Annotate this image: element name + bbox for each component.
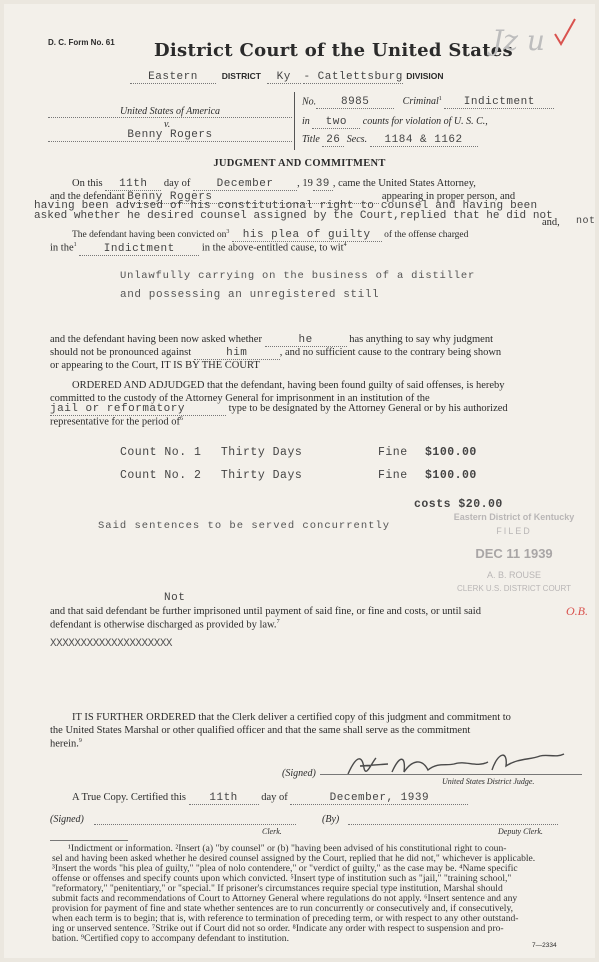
appearing-text: appearing in proper person, and	[381, 191, 516, 202]
fine-value: $100.00	[425, 446, 477, 459]
judgment-day: 11th	[105, 178, 161, 191]
defendant-name-2: Benny Rogers	[127, 191, 379, 204]
offense-charged-text: of the offense charged	[384, 230, 469, 241]
year-prefix: , 19	[297, 178, 313, 189]
discharged-text: defendant is otherwise discharged as provided by law.	[50, 619, 277, 631]
criminal-label: Criminal	[402, 96, 439, 108]
fine-label: Fine	[378, 469, 408, 482]
count-label: Count No. 1	[120, 446, 202, 459]
clerk-label: Clerk.	[262, 827, 282, 836]
convicted-text: The defendant having been convicted on	[72, 230, 227, 241]
indictment-value: Indictment	[79, 243, 199, 256]
true-copy-line	[72, 792, 468, 805]
para3-line3: or appearing to the Court, IT IS BY THE COURT	[50, 360, 260, 371]
defendant-line	[48, 128, 292, 142]
counts-value: two	[312, 116, 360, 129]
typed-counsel-line1: having been advised of his constitutional right to counsel and having been	[34, 200, 538, 212]
sentence-row-1	[120, 446, 302, 459]
para4-line4: representative for the period $of^6$	[50, 416, 184, 428]
count-label: Count No. 2	[120, 469, 202, 482]
term-value: Thirty Days	[220, 446, 303, 459]
corner-annotation: Jz u	[492, 24, 545, 57]
by-label: (By)	[322, 814, 340, 825]
deputy-signature-line	[348, 824, 558, 825]
clerk-signature-line	[94, 824, 296, 825]
division-label: DIVISION	[406, 71, 444, 81]
judge-signature-line	[320, 774, 582, 775]
certified-date: December, 1939	[290, 792, 468, 805]
footnote-line: provision for payment of fine and state whether sentences are to run concurrently or consecutively and, if consecutively,	[52, 903, 514, 914]
certified-text: A True Copy. Certified this	[72, 792, 186, 803]
form-number: D. C. Form No. 61	[48, 38, 115, 47]
fine-row-2	[378, 469, 477, 482]
para4-line2: committed to the custody of the Attorney General for imprisonment in an institution of the	[50, 393, 430, 404]
struck-order-text: XXXXXXXXXXXXXXXXXXXX	[50, 638, 173, 650]
plaintiff: United States of America	[119, 106, 221, 117]
title-line	[302, 134, 478, 147]
stamp-filed: FILED	[496, 526, 532, 536]
and-defendant-label: and the defendant	[50, 191, 125, 202]
case-number-line: No. 8985 Criminal$^1$ Indictment	[302, 96, 554, 109]
day-of-label: day of	[163, 178, 191, 189]
designated-text: type to be designated by the Attorney General or by his authorized	[228, 403, 508, 414]
term-value: Thirty Days	[220, 469, 303, 482]
footnote-line: when each term is to begin; that is, with reference to termination of preceding term, or with respect to any other outstand-	[52, 913, 519, 924]
concurrent-text: Said sentences to be served concurrently	[98, 520, 391, 532]
state-name: Ky	[267, 71, 301, 84]
fine-row-1	[378, 446, 477, 459]
judgment-month: December	[193, 178, 297, 191]
footnote-line: "reformatory," "penitentiary," or "special." If prisoner's circumstances require special type institution, Marshal should	[52, 883, 503, 894]
ob-annotation: O.B.	[566, 604, 588, 618]
footnote-rule	[50, 840, 128, 841]
not-insert: Not	[164, 592, 186, 604]
case-number: 8985	[316, 96, 394, 109]
judgment-heading: JUDGMENT AND COMMITMENT	[213, 158, 386, 169]
in-label: in	[302, 116, 310, 127]
counts-label: counts for violation of U. S. C.,	[362, 116, 488, 127]
division-line	[130, 70, 444, 84]
not-annotation: not	[576, 216, 596, 227]
certified-day: 11th	[189, 792, 259, 805]
para3-line2	[50, 347, 501, 360]
case-divider	[294, 92, 295, 150]
para5-line1: and that said defendant be further imprisoned until payment of said fine, or fine and costs, or until said	[50, 606, 481, 617]
para1-line1	[72, 178, 476, 191]
footnote-line: submit facts and recommendations of Court to Attorney General where regulations do not apply. ⁶Insert sentence and any	[52, 893, 518, 904]
judgment-text: has anything to say why judgment	[349, 334, 493, 345]
in-the-label: in the	[50, 242, 74, 254]
offense-line1: Unlawfully carrying on the business of a distiller	[120, 270, 476, 282]
pronounced-text: should not be pronounced against	[50, 347, 192, 358]
stamp-court: CLERK U.S. DISTRICT COURT	[457, 584, 571, 593]
secs-label: Secs.	[346, 134, 368, 145]
plaintiff-line	[48, 106, 292, 118]
footnotes	[52, 844, 572, 944]
stamp-date: DEC 11 1939	[475, 546, 553, 561]
costs-value: costs $20.00	[414, 498, 503, 511]
para6-line2: the United States Marshal or other qualified officer and that the same shall serve as the commitment	[50, 725, 471, 736]
secs-value: 1184 & 1162	[370, 134, 478, 147]
footnote-line: bation. ⁹Certified copy to accompany defendant to institution.	[52, 933, 290, 944]
versus: v.	[164, 119, 171, 130]
pronoun-him: him	[194, 347, 280, 360]
period-text: representative for the period of	[50, 416, 181, 428]
district-name: Eastern	[130, 71, 216, 84]
filed-stamp	[444, 508, 584, 604]
judge-signed-label: (Signed)	[282, 768, 316, 779]
check-mark-icon	[552, 16, 578, 50]
para3-line1	[50, 334, 493, 347]
certified-day-of: day of	[261, 792, 288, 803]
plea-value: his plea of guilty	[232, 229, 382, 242]
court-title: District Court of the United States	[154, 40, 513, 61]
counts-line	[302, 116, 488, 129]
stamp-district: Eastern District of Kentucky	[453, 512, 575, 522]
came-text: , came the United States Attorney,	[332, 178, 476, 189]
fine-label: Fine	[378, 446, 408, 459]
para5-line2: defendant is otherwise discharged as provided by law.$^7$	[50, 619, 280, 631]
sentence-row-2	[120, 469, 302, 482]
footnote-line: ing or unserved sentence. ⁷Strike out if Court did not so order. ⁸Indicate any order with respect to suspension and pro-	[52, 923, 504, 934]
sufficient-cause-text: , and no sufficient cause to the contrary being shown	[279, 347, 502, 358]
stamp-clerk: A. B. ROUSE	[486, 570, 541, 580]
para6-line1: IT IS FURTHER ORDERED that the Clerk deliver a certified copy of this judgment and commitment to	[72, 712, 511, 723]
no-label: No.	[302, 96, 317, 108]
defendant-name: Benny Rogers	[127, 129, 213, 141]
herein-text: herein.	[50, 738, 79, 750]
institution-type: jail or reformatory	[50, 403, 226, 416]
title-label: Title	[302, 134, 320, 145]
offense-line2: and possessing an unregistered still	[120, 289, 380, 301]
deputy-label: Deputy Clerk.	[498, 827, 543, 836]
typed-counsel-line2: asked whether he desired counsel assigned by the Court,replied that he did not	[34, 210, 553, 222]
title-value: 26	[322, 134, 344, 147]
form-code: 7—2334	[532, 942, 557, 949]
pronoun-he: he	[265, 334, 347, 347]
district-label: DISTRICT	[221, 71, 261, 81]
fine-value: $100.00	[425, 469, 477, 482]
para4-line3	[50, 403, 508, 416]
footnote-line: offense or offenses and specify counts upon which convicted. ⁵Insert type of institution such as "jail," "training school,"	[52, 873, 512, 884]
and-end: and,	[542, 217, 560, 228]
para4-line1: ORDERED AND ADJUDGED that the defendant, having been found guilty of said offenses, is hereby	[72, 380, 505, 391]
judge-title: United States District Judge.	[442, 777, 535, 786]
judgment-year: 39	[313, 178, 333, 191]
on-this-label: On this	[72, 178, 103, 189]
to-wit-text: in the above-entitled cause, to wit	[201, 242, 344, 254]
footnote-line: ³Insert the words "his plea of guilty," "plea of nolo contendere," or "verdict of guilty," as the case may be. ⁴Name specific	[52, 863, 518, 874]
footnote-line: ¹Indictment or information. ²Insert (a) "by counsel" or (b) "having been advised of his constitutional right to coun-	[68, 843, 507, 854]
para6-line3: herein.$^9$	[50, 738, 82, 750]
para2-line2: in the$^1$ Indictment in the above-entitled cause, to wit$^4$	[50, 242, 347, 255]
city-name: - Catlettsburg	[303, 71, 403, 83]
document-page	[4, 4, 595, 958]
clerk-signed-label: (Signed)	[50, 814, 84, 825]
para2-line1: The defendant having been convicted $on^3$ his plea of guilty of the offense charged	[72, 229, 469, 242]
asked-text: and the defendant having been now asked whether	[50, 334, 262, 345]
footnote-line: sel and having been asked whether he desired counsel assigned by the Court, replied that he did not," whichever is applicable.	[52, 853, 536, 864]
criminal-value: Indictment	[444, 96, 554, 109]
